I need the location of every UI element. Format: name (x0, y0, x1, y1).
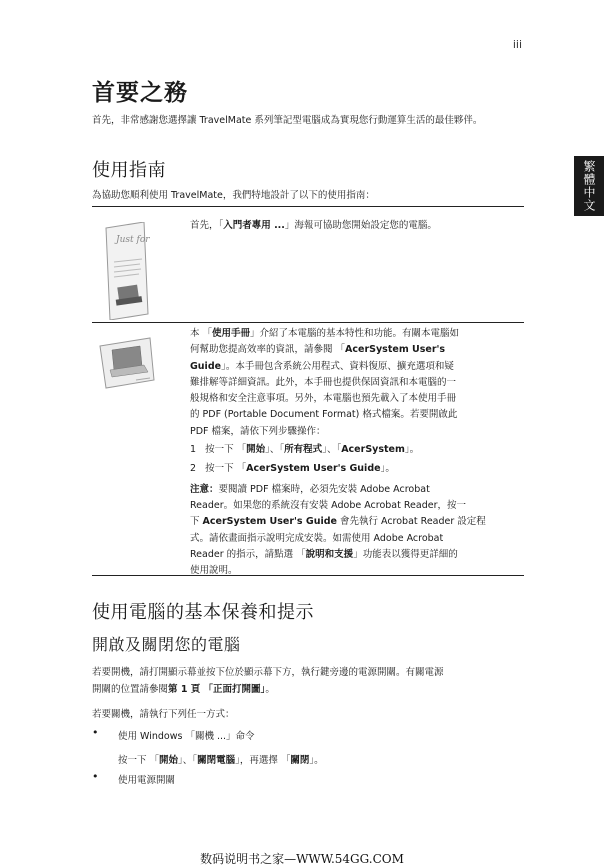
section-title-care: 使用電腦的基本保養和提示 (92, 602, 314, 623)
intro-paragraph: 首先，非常感謝您選擇讓 TravelMate 系列筆記型電腦成為實現您行動運算生活的最佳夥伴。 (92, 115, 483, 126)
poster-cover-title: Just for (116, 235, 150, 245)
bullet-marker: • (92, 726, 99, 739)
guide2-body: 本 「使用手冊」介紹了本電腦的基本特性和功能。有關本電腦如 何幫助您提高效率的資訊，請參閱 「AcerSystem User's Guide」。本手冊包含系統公用程式、資料復原、擴充選項和疑 難排解等詳細資訊。此外，本手冊也提供保固資訊和本電腦的一 般規格和安全注意事項。另外，本電腦也預先載入了本使用手冊 的 PDF (Portable Document Format) 格式檔案。若要開啟此 PDF 檔案，請依下列步驟操作： 1 按一下 「開始」、「所有程式」、「AcerSystem」。 2 按一下 「AcerSystem User's Guide」。 注意：要閱讀 PDF 檔案時，必須先安裝 Adobe Acrobat Reader。如果您的系統沒有安裝 Adobe Acrobat Reader，按一 下 AcerSystem User's Guide 會先執行 Acrobat Reader 設定程 式。請依畫面指示說明完成安裝。如需使用 Adobe Acrobat Reader 的指示，請點選 「說明和支援」功能表以獲得更詳細的 使用說明。 (190, 328, 486, 577)
bullet-item-power-switch: 使用電源開關 (118, 775, 176, 786)
manual-thumbnail (96, 336, 158, 392)
bullet-item-windows-shutdown: 使用 Windows 「關機 ...」命令 (118, 731, 255, 742)
power-off-paragraph: 若要關機，請執行下列任一方式： (92, 709, 235, 720)
page-title: 首要之務 (92, 80, 188, 106)
subsection-title-power: 開啟及關閉您的電腦 (92, 635, 241, 654)
section-title-guides: 使用指南 (92, 160, 166, 181)
divider (92, 575, 524, 576)
bullet-marker: • (92, 770, 99, 783)
language-tab: 繁體中文 (574, 156, 604, 216)
guide1-text: 首先，「入門者專用 ...」海報可協助您開始設定您的電腦。 (190, 220, 437, 231)
power-on-paragraph: 若要開機，請打開顯示幕並按下位於顯示幕下方，執行鍵旁邊的電源開關。有關電源 開關的位置請參閱第 1 頁 「正面打開圖」。 (92, 667, 444, 695)
guides-lead: 為協助您順利使用 TravelMate，我們特地設計了以下的使用指南： (92, 190, 375, 201)
divider (92, 322, 524, 323)
poster-thumbnail (104, 222, 150, 320)
divider (92, 206, 524, 207)
footer-watermark: 数码说明书之家—WWW.54GG.COM (200, 852, 404, 866)
page-number: iii (512, 38, 522, 51)
shutdown-steps: 按一下 「開始」、「關閉電腦」，再選擇 「關閉」。 (118, 755, 324, 766)
